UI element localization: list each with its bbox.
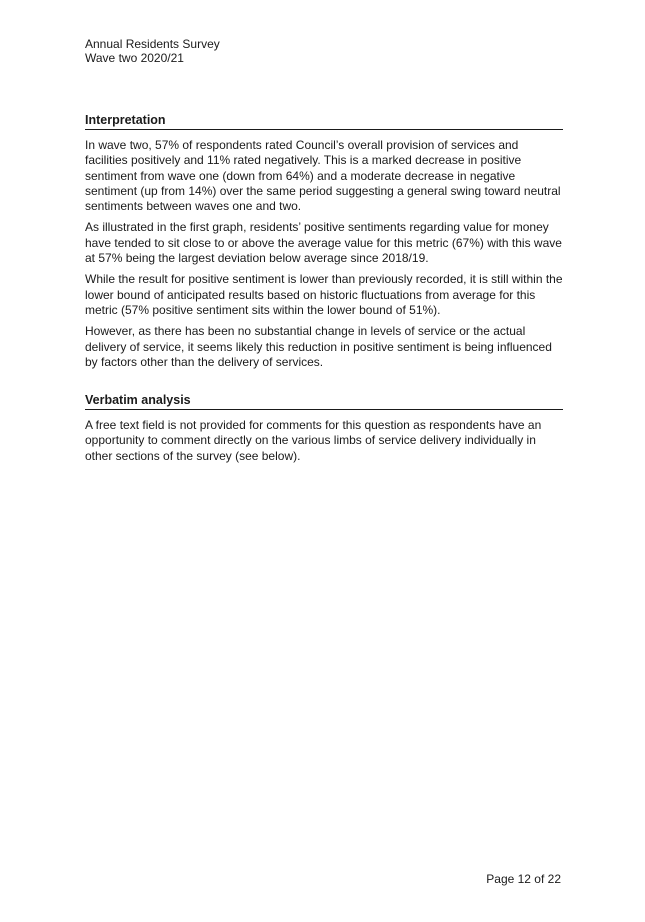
page-number: Page 12 of 22 bbox=[486, 872, 561, 886]
running-header bbox=[85, 37, 220, 65]
section-interpretation bbox=[85, 112, 563, 370]
header-subtitle: Wave two 2020/21 bbox=[85, 51, 184, 65]
paragraph: However, as there has been no substantial change in levels of service or the actual delivery of service, it seems likely this reduction in positive sentiment is being influenced by factors other than the delivery of services. bbox=[85, 324, 552, 369]
page-content bbox=[85, 112, 563, 470]
header-title: Annual Residents Survey bbox=[85, 37, 220, 51]
section-heading: Interpretation bbox=[85, 112, 563, 130]
paragraph: In wave two, 57% of respondents rated Council’s overall provision of services and facilities positively and 11% rated negatively. This is a marked decrease in positive sentiment from wave one (down from 64%) and a moderate decrease in negative sentiment (up from 14%) over the same period suggesting a general swing toward neutral sentiments between waves one and two. bbox=[85, 138, 561, 214]
paragraph: While the result for positive sentiment is lower than previously recorded, it is still within the lower bound of anticipated results based on historic fluctuations from average for this metric (57% positive sentiment sits within the lower bound of 51%). bbox=[85, 272, 563, 317]
paragraph: A free text field is not provided for comments for this question as respondents have an opportunity to comment directly on the various limbs of service delivery individually in other sections of the survey (see below). bbox=[85, 418, 542, 463]
section-verbatim-analysis bbox=[85, 392, 563, 464]
paragraph: As illustrated in the first graph, residents’ positive sentiments regarding value for money have tended to sit close to or above the average value for this metric (67%) with this wave at 57% being the largest deviation below average since 2018/19. bbox=[85, 220, 562, 266]
section-heading: Verbatim analysis bbox=[85, 392, 563, 410]
